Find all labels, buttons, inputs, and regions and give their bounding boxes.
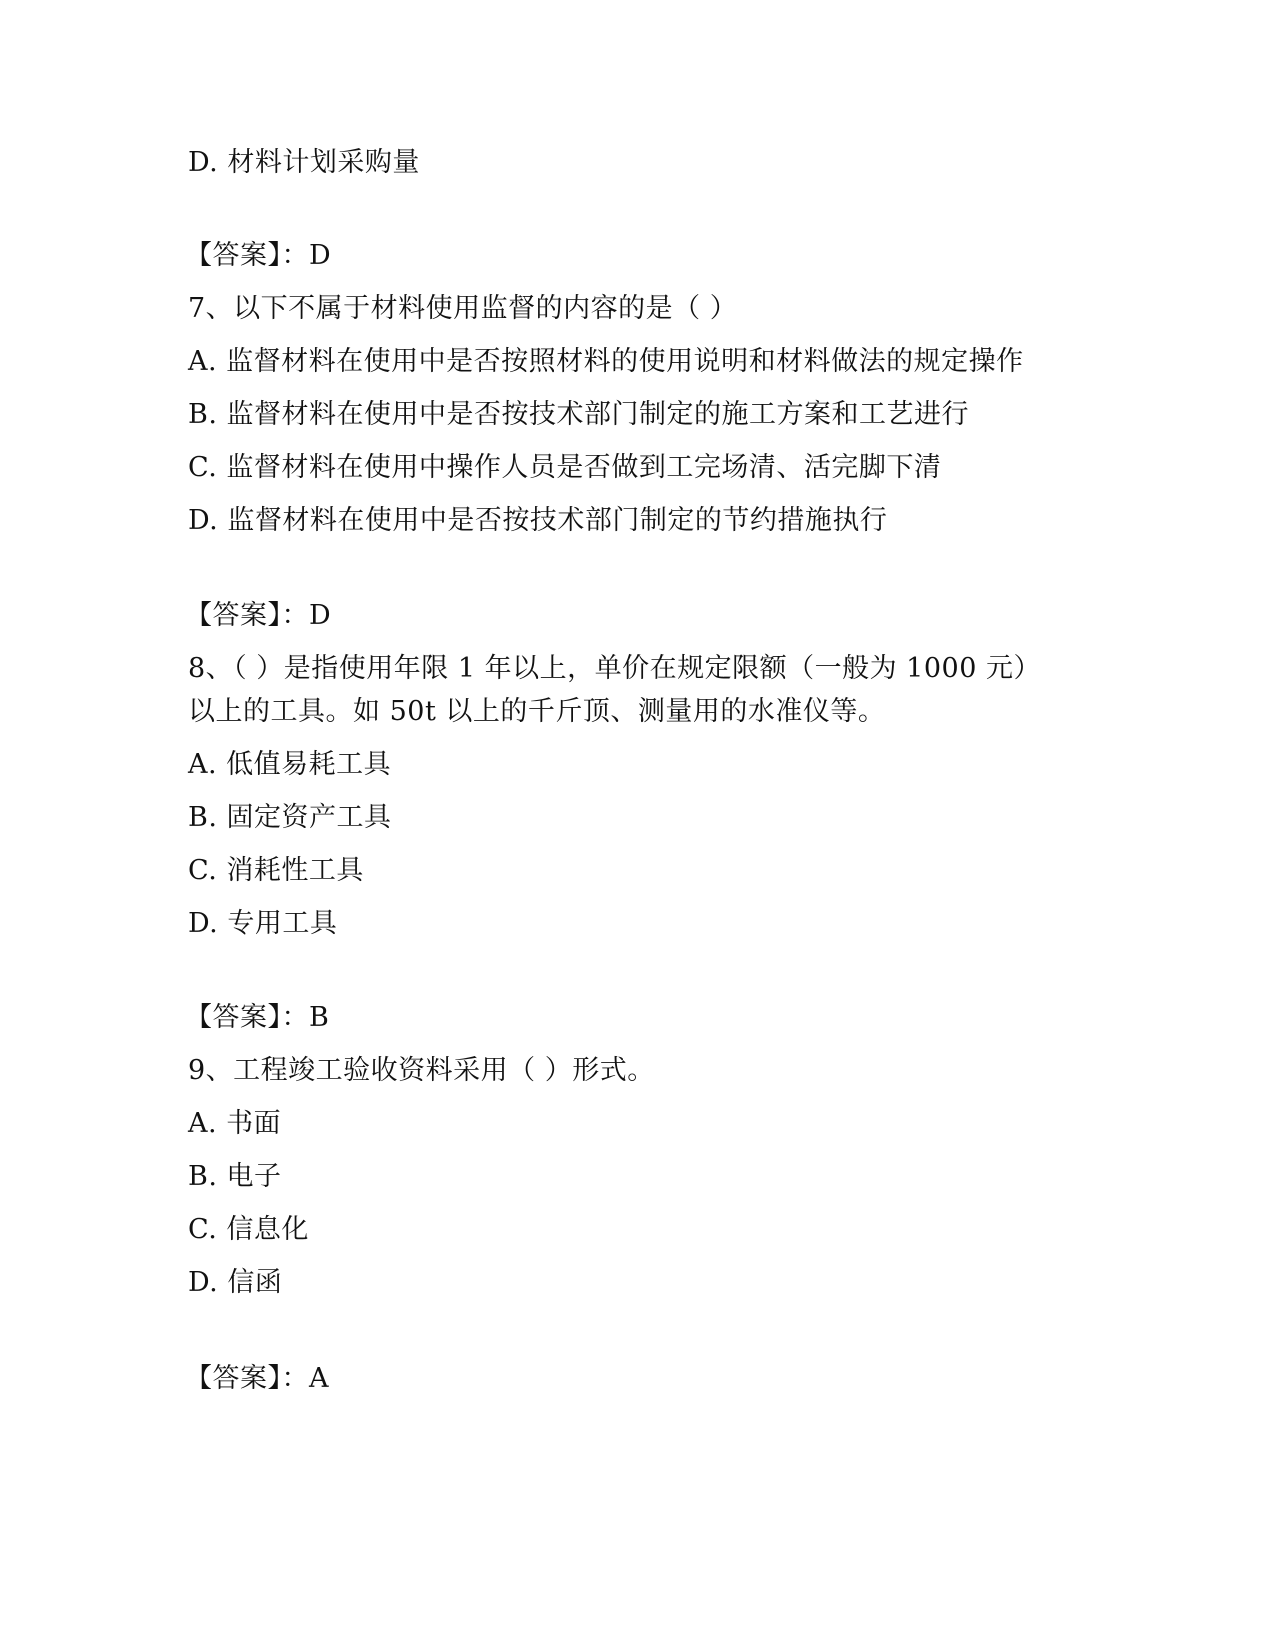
option-8d: D. 专用工具 — [188, 908, 338, 939]
option-7b: B. 监督材料在使用中是否按技术部门制定的施工方案和工艺进行 — [188, 399, 970, 430]
question-8-line-2: 以上的工具。如 50t 以上的千斤顶、测量用的水准仪等。 — [188, 696, 886, 727]
answer-8: 【答案】：B — [185, 1002, 330, 1033]
option-7c: C. 监督材料在使用中操作人员是否做到工完场清、活完脚下清 — [188, 452, 942, 483]
option-9b: B. 电子 — [188, 1161, 282, 1192]
answer-6: 【答案】：D — [185, 240, 332, 271]
option-9a: A. 书面 — [188, 1108, 282, 1139]
option-6d: D. 材料计划采购量 — [188, 147, 420, 178]
option-8a: A. 低值易耗工具 — [188, 749, 392, 780]
option-9d: D. 信函 — [188, 1267, 283, 1298]
question-9: 9、工程竣工验收资料采用（ ）形式。 — [188, 1055, 655, 1086]
question-8-line-1: 8、（ ）是指使用年限 1 年以上，单价在规定限额（一般为 1000 元） — [188, 653, 1041, 684]
option-7a: A. 监督材料在使用中是否按照材料的使用说明和材料做法的规定操作 — [188, 346, 1024, 377]
question-7: 7、以下不属于材料使用监督的内容的是（ ） — [188, 293, 738, 324]
option-8c: C. 消耗性工具 — [188, 855, 364, 886]
answer-7: 【答案】：D — [185, 600, 332, 631]
option-7d: D. 监督材料在使用中是否按技术部门制定的节约措施执行 — [188, 505, 888, 536]
option-8b: B. 固定资产工具 — [188, 802, 392, 833]
option-9c: C. 信息化 — [188, 1214, 309, 1245]
answer-9: 【答案】：A — [185, 1363, 329, 1394]
